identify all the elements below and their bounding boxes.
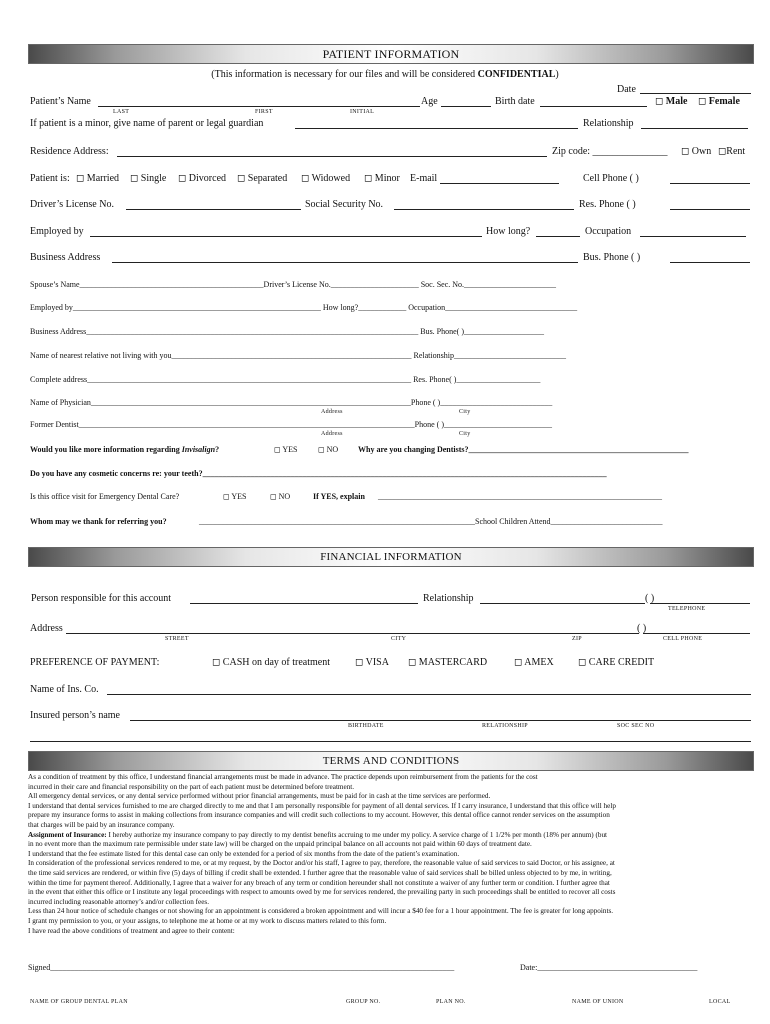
widowed-checkbox[interactable]: ◻ Widowed (301, 173, 351, 184)
first-caption: FIRST (255, 109, 273, 115)
spouse-row[interactable]: Spouse’s Name______________________________________________Driver’s License No.______________________ Soc. Sec. No._______________________ (30, 280, 557, 289)
telephone-field[interactable] (650, 603, 750, 604)
payment-preference-label: PREFERENCE OF PAYMENT: (30, 657, 160, 668)
age-label: Age (421, 96, 438, 107)
section-title: TERMS AND CONDITIONS (322, 755, 460, 767)
ssn-field[interactable] (394, 209, 574, 210)
terms-line: in no event more than the maximum rate permissible under state law) will be charged on the unpaid principal balance on all accounts not paid within 60 days of treatment date. (28, 840, 532, 849)
emergency-yes-checkbox[interactable]: ◻ YES (223, 492, 247, 501)
invisalign-question: Would you like more information regarding Invisalign? (30, 445, 220, 454)
business-address-field[interactable] (112, 262, 578, 263)
residence-address-label: Residence Address: (30, 146, 109, 157)
telephone-paren: ( ) (645, 593, 655, 604)
last-caption: LAST (113, 109, 130, 115)
rent-checkbox[interactable]: ◻Rent (718, 146, 746, 157)
signature-date-field[interactable]: Date:________________________________________ (520, 963, 698, 972)
telephone-caption: TELEPHONE (668, 606, 706, 612)
res-phone-label: Res. Phone ( ) (579, 199, 636, 210)
union-caption: NAME OF UNION (572, 999, 624, 1005)
terms-line: In consideration of the professional services rendered to me, or at my request, by the Doctor and/or his staff, I agree to pay, therefore, the reasonable value of said services to said Doctor, or his assignee, at (28, 859, 615, 868)
terms-line: prepare my insurance forms to assist in making collections from insurance companies and will credit such collections to my account. However, this dental office cannot render services on the assumption (28, 811, 610, 820)
insured-person-label: Insured person’s name (30, 710, 120, 721)
terms-line: the time said services are rendered, or within five (5) days of billing if credit shall be extended. I further agree that the reasonable value of said services shall be billed unless objected to by me, in writing, (28, 868, 612, 877)
cell-phone-field[interactable] (670, 183, 750, 184)
employed-by-field[interactable] (90, 236, 482, 237)
insured-details-field[interactable] (30, 741, 751, 742)
drivers-license-field[interactable] (126, 209, 301, 210)
complete-address-row[interactable]: Complete address_________________________________________________________________________________ Res. Phone( )_____________________ (30, 375, 541, 384)
birth-date-field[interactable] (540, 106, 647, 107)
terms-line: incurred including reasonable attorney’s and/or collection fees. (28, 897, 210, 906)
patient-name-field[interactable] (98, 106, 420, 107)
date-label: Date (617, 84, 636, 95)
terms-line: incurred in their care and financial responsibility on the part of each patient must be determined before treatment. (28, 782, 355, 791)
occupation-label: Occupation (585, 226, 632, 237)
emergency-no-checkbox[interactable]: ◻ NO (270, 492, 291, 501)
guardian-field[interactable] (295, 128, 578, 129)
financial-relationship-label: Relationship (423, 593, 474, 604)
drivers-license-label: Driver’s License No. (30, 199, 114, 210)
plan-no-caption: PLAN NO. (436, 999, 466, 1005)
financial-address-label: Address (30, 623, 63, 634)
terms-line: I understand that the fee estimate listed for this dental case can only be extended for a period of six months from the date of the patient’s examination. (28, 849, 460, 858)
responsible-person-label: Person responsible for this account (31, 593, 171, 604)
res-phone-field[interactable] (670, 209, 750, 210)
terms-line: within the time for payment thereof. Additionally, I agree that a waiver for any breach of any term or condition hereunder shall not constitute a waiver of any further term or condition. I further agree that (28, 878, 610, 887)
responsible-person-field[interactable] (190, 603, 418, 604)
guardian-relationship-label: Relationship (583, 118, 634, 129)
physician-address-caption: Address (321, 409, 343, 415)
separated-checkbox[interactable]: ◻ Separated (237, 173, 288, 184)
financial-relationship-field[interactable] (480, 603, 645, 604)
guardian-relationship-field[interactable] (641, 128, 748, 129)
ssn-label: Social Security No. (305, 199, 384, 210)
cell-phone-caption: CELL PHONE (663, 636, 703, 642)
cash-checkbox[interactable]: ◻ CASH on day of treatment (212, 657, 331, 668)
terms-line: I understand that dental services furnished to me are charged directly to me and that I am personally responsible for payment of all dental services. If I carry insurance, I understand that this office will help (28, 801, 616, 810)
financial-cell-phone-field[interactable] (643, 633, 750, 634)
invisalign-no-checkbox[interactable]: ◻ NO (318, 445, 339, 454)
email-field[interactable] (440, 183, 559, 184)
former-dentist-row[interactable]: Former Dentist____________________________________________________________________________________Phone ( )___________________________ (30, 420, 552, 429)
patient-name-label: Patient’s Name (30, 96, 91, 107)
explain-label: If YES, explain (313, 492, 365, 501)
how-long-field[interactable] (536, 236, 580, 237)
initial-caption: INITIAL (350, 109, 375, 115)
birth-date-label: Birth date (495, 96, 535, 107)
former-dentist-address-caption: Address (321, 431, 343, 437)
terms-text (28, 773, 752, 936)
financial-information-header (28, 547, 754, 567)
patient-status-label: Patient is: (30, 173, 70, 184)
business-address-label: Business Address (30, 252, 101, 263)
occupation-field[interactable] (640, 236, 746, 237)
spouse-business-row[interactable]: Business Address___________________________________________________________________________________ Bus. Phone( )____________________ (30, 327, 545, 336)
mastercard-checkbox[interactable]: ◻ MASTERCARD (408, 657, 488, 668)
terms-line: All emergency dental services, or any dental service performed without prior financial arrangements, must be paid for in cash at the time services are performed. (28, 792, 491, 801)
group-plan-caption: NAME OF GROUP DENTAL PLAN (30, 999, 128, 1005)
nearest-relative-row[interactable]: Name of nearest relative not living with you____________________________________________________________ Relationship____________________________ (30, 351, 566, 360)
terms-line: Less than 24 hour notice of schedule changes or not showing for an appointment is considered a broken appointment and will incur a $40 fee for a 1 hour appointment. The fee is greater for long appoints. (28, 907, 614, 916)
signature-field[interactable]: Signed_____________________________________________________________________________________________________ (28, 963, 455, 972)
residence-address-field[interactable] (117, 156, 547, 157)
local-caption: LOCAL (709, 999, 731, 1005)
referral-label: Whom may we thank for referring you? (30, 517, 167, 526)
emergency-question: Is this office visit for Emergency Dental Care? (30, 492, 180, 501)
changing-dentists-row[interactable]: Why are you changing Dentists?_______________________________________________________ (358, 445, 689, 454)
female-checkbox[interactable]: ◻ Female (698, 96, 740, 107)
section-title: PATIENT INFORMATION (322, 47, 460, 61)
single-checkbox[interactable]: ◻ Single (130, 173, 167, 184)
soc-sec-caption: SOC SEC NO (617, 723, 655, 729)
invisalign-yes-checkbox[interactable]: ◻ YES (274, 445, 298, 454)
email-label: E-mail (410, 173, 438, 184)
terms-line: I have read the above conditions of treatment and agree to their content: (28, 926, 235, 935)
insured-person-field[interactable] (130, 720, 751, 721)
assignment-line: Assignment of Insurance: I hereby authorize my insurance company to pay directly to my dentist benefits accruing to me under my policy. A service charge of 1 1/2% per month (18% per annum) (but (28, 830, 608, 839)
terms-header (28, 751, 754, 771)
age-field[interactable] (441, 106, 491, 107)
zip-code-field[interactable]: Zip code: _______________ (552, 146, 668, 157)
confidential-note: (This information is necessary for our files and will be considered CONFIDENTIAL) (211, 69, 559, 80)
insurance-company-label: Name of Ins. Co. (30, 684, 99, 695)
cell-phone-paren: ( ) (637, 623, 647, 634)
divorced-checkbox[interactable]: ◻ Divorced (178, 173, 227, 184)
street-caption: STREET (165, 636, 189, 642)
birthdate-caption: BIRTHDATE (348, 723, 384, 729)
bus-phone-label: Bus. Phone ( ) (583, 252, 641, 263)
guardian-label: If patient is a minor, give name of parent or legal guardian (30, 118, 264, 129)
cosmetic-concerns-row[interactable]: Do you have any cosmetic concerns re: your teeth?_____________________________________________________________________________________________________ (30, 469, 607, 478)
how-long-label: How long? (486, 226, 531, 237)
male-checkbox[interactable]: ◻ Male (655, 96, 688, 107)
terms-line: that charges will be paid by an insurance company. (28, 820, 175, 829)
own-checkbox[interactable]: ◻ Own (681, 146, 712, 157)
insurance-company-field[interactable] (107, 694, 751, 695)
care-credit-checkbox[interactable]: ◻ CARE CREDIT (578, 657, 655, 668)
patient-information-header (28, 44, 754, 64)
bus-phone-field[interactable] (670, 262, 750, 263)
financial-address-field[interactable] (66, 633, 639, 634)
terms-line: I grant my permission to you, or your assigns, to telephone me at home or at my work to discuss matters related to this form. (28, 916, 387, 925)
cell-phone-label: Cell Phone ( ) (583, 173, 639, 184)
terms-line: in the event that either this office or I institute any legal proceedings with respect to amounts owed by me for services rendered, the prevailing party in such proceedings shall be entitled to recover all costs (28, 888, 616, 897)
minor-checkbox[interactable]: ◻ Minor (364, 173, 400, 184)
date-field[interactable] (640, 93, 751, 94)
spouse-employed-row[interactable]: Employed by______________________________________________________________ How long?____________ Occupation_________________________________ (30, 303, 578, 312)
former-dentist-city-caption: City (459, 431, 471, 437)
city-caption: CITY (391, 636, 407, 642)
zip-caption: ZIP (572, 636, 582, 642)
married-checkbox[interactable]: ◻ Married (76, 173, 120, 184)
physician-city-caption: City (459, 409, 471, 415)
terms-line: As a condition of treatment by this office, I understand financial arrangements must be made in advance. The practice depends upon reimbursement from the patients for the cost (28, 773, 538, 781)
referral-row[interactable]: _____________________________________________________________________School Children Attend____________________________ (199, 517, 663, 526)
explain-field[interactable]: _______________________________________________________________________ (378, 492, 662, 501)
relationship-caption: RELATIONSHIP (482, 723, 528, 729)
physician-row[interactable]: Name of Physician________________________________________________________________________________Phone ( )____________________________ (30, 398, 553, 407)
group-no-caption: GROUP NO. (346, 999, 381, 1005)
amex-checkbox[interactable]: ◻ AMEX (514, 657, 554, 668)
visa-checkbox[interactable]: ◻ VISA (355, 657, 389, 668)
section-title: FINANCIAL INFORMATION (320, 551, 462, 563)
employed-by-label: Employed by (30, 226, 84, 237)
